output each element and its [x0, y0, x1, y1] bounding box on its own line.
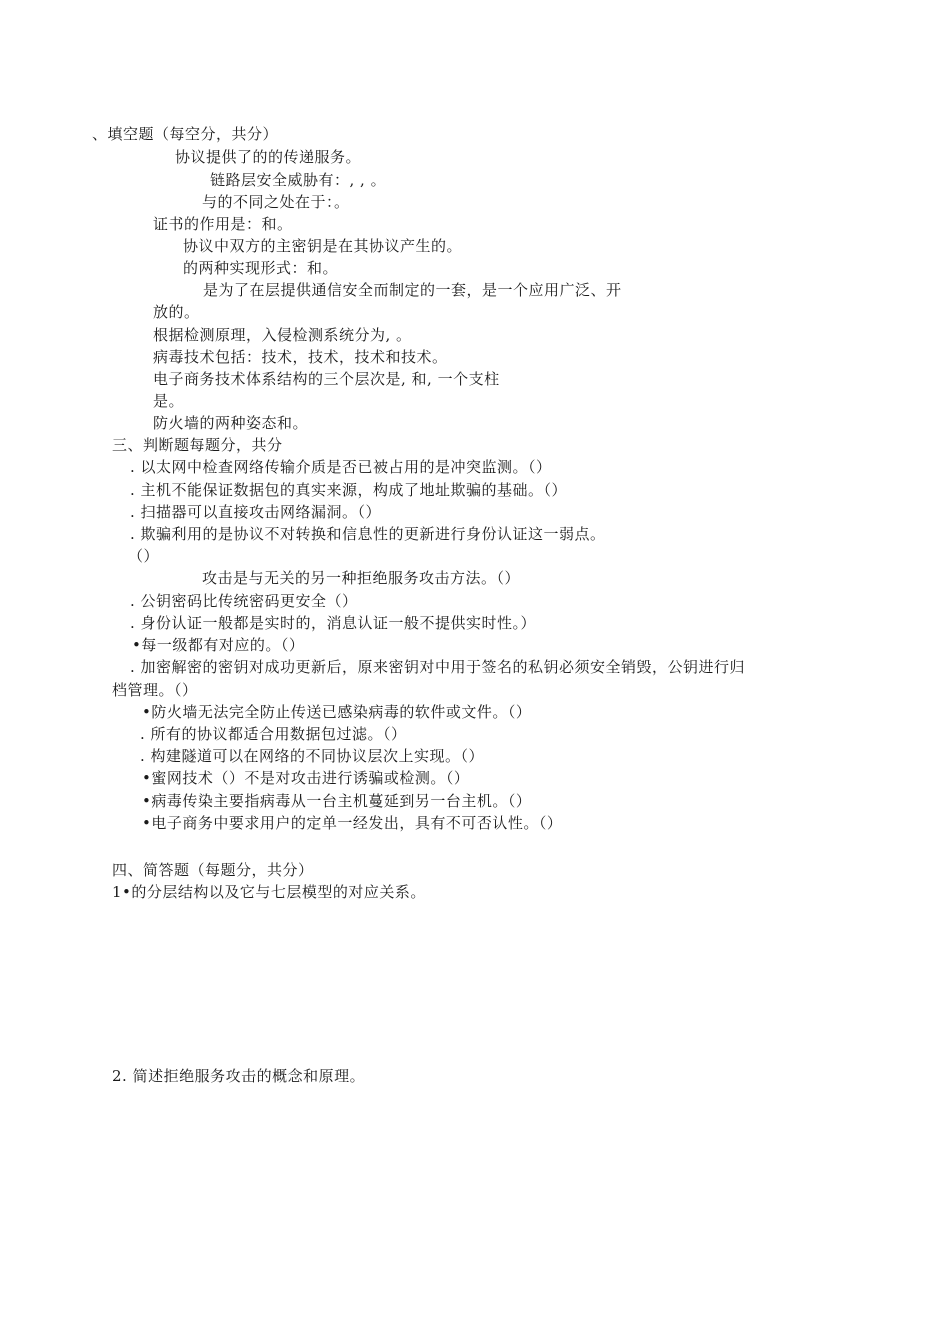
fill-item-4: 证书的作用是：和。 — [153, 215, 293, 233]
fill-item-10: 电子商务技术体系结构的三个层次是, 和, 一个支柱 — [153, 370, 500, 388]
fill-item-7: 是为了在层提供通信安全而制定的一套，是一个应用广泛、开 — [203, 281, 622, 299]
judge-section-heading: 三、判断题每题分，共分 — [112, 436, 283, 454]
judge-item-11: . 所有的协议都适合用数据包过滤。（） — [140, 725, 407, 743]
fill-item-11: 防火墙的两种姿态和。 — [153, 414, 309, 432]
fill-item-5: 协议中双方的主密钥是在其协议产生的。 — [183, 237, 463, 255]
judge-item-7: . 身份认证一般都是实时的，消息认证一般不提供实时性。） — [130, 614, 537, 632]
judge-item-13: •蜜网技术（）不是对攻击进行诱骗或检测。（） — [142, 769, 470, 787]
fill-item-2: 链路层安全威胁有：, , 。 — [210, 171, 387, 189]
judge-item-15: •电子商务中要求用户的定单一经发出，具有不可否认性。（） — [142, 814, 563, 832]
judge-item-1: . 以太网中检查网络传输介质是否已被占用的是冲突监测。（） — [130, 458, 552, 476]
judge-item-4-cont: （） — [128, 547, 160, 565]
judge-item-12: . 构建隧道可以在网络的不同协议层次上实现。（） — [140, 747, 485, 765]
judge-item-3: . 扫描器可以直接攻击网络漏洞。（） — [130, 503, 382, 521]
judge-item-5: 攻击是与无关的另一种拒绝服务攻击方法。（） — [202, 569, 521, 587]
judge-item-14: •病毒传染主要指病毒从一台主机蔓延到另一台主机。（） — [142, 792, 532, 810]
fill-item-7-cont: 放的。 — [153, 303, 200, 321]
judge-item-9-cont: 档管理。（） — [112, 681, 198, 699]
judge-item-2: . 主机不能保证数据包的真实来源，构成了地址欺骗的基础。（） — [130, 481, 568, 499]
fill-item-3: 与的不同之处在于：。 — [202, 193, 350, 211]
judge-item-6: . 公钥密码比传统密码更安全（） — [130, 592, 358, 610]
judge-item-10: •防火墙无法完全防止传送已感染病毒的软件或文件。（） — [142, 703, 532, 721]
fill-item-8: 根据检测原理，入侵检测系统分为, 。 — [153, 326, 412, 344]
judge-item-8: •每一级都有对应的。（） — [132, 636, 305, 654]
judge-item-4: . 欺骗利用的是协议不对转换和信息性的更新进行身份认证这一弱点。 — [130, 525, 606, 543]
fill-item-6: 的两种实现形式：和。 — [183, 259, 339, 277]
fill-item-1: 协议提供了的的传递服务。 — [175, 148, 362, 166]
judge-item-9: . 加密解密的密钥对成功更新后，原来密钥对中用于签名的私钥必须安全销毁，公钥进行归 — [130, 658, 746, 676]
fill-item-10-cont: 是。 — [153, 392, 185, 410]
fill-item-9: 病毒技术包括：技术，技术，技术和技术。 — [153, 348, 448, 366]
short-item-2: 2. 简述拒绝服务攻击的概念和原理。 — [112, 1067, 366, 1085]
short-item-1: 1•的分层结构以及它与七层模型的对应关系。 — [112, 883, 426, 901]
fill-section-heading: 、填空题（每空分，共分） — [92, 125, 279, 143]
short-section-heading: 四、简答题（每题分，共分） — [112, 861, 314, 879]
